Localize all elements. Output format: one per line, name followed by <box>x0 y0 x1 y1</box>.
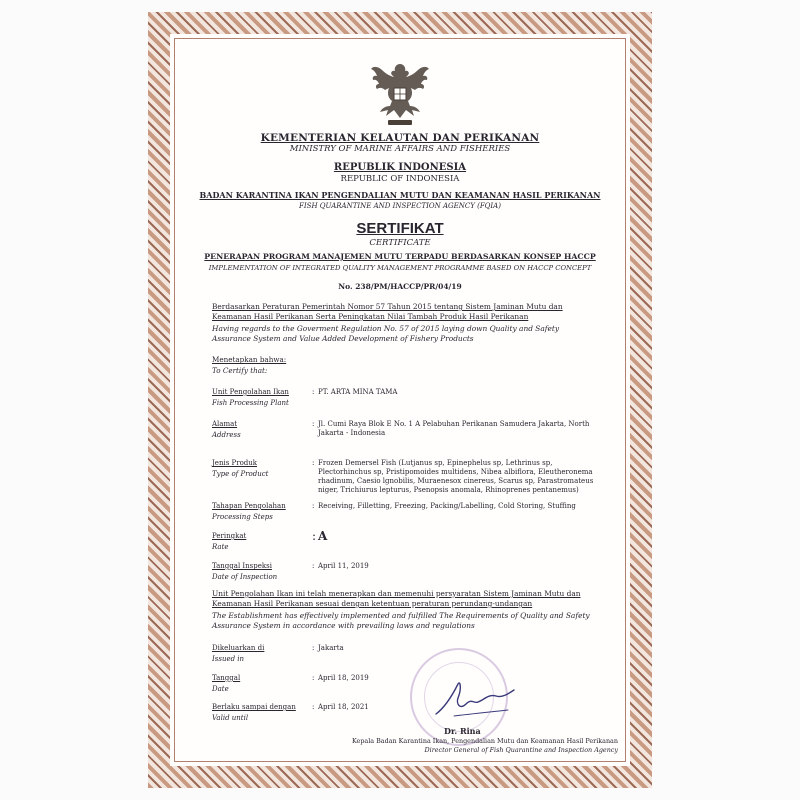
statement-id: Unit Pengolahan Ikan ini telah menerapkan dan memenuhi persyaratan Sistem Jaminan Mutu dan Keamanan Hasil Perikanan sesuai dengan ketentuan peraturan perundang-undangan <box>212 589 581 608</box>
program-title: PENERAPAN PROGRAM MANAJEMEN MUTU TERPADU BERDASARKAN KONSEP HACCP <box>204 252 596 261</box>
field-label-en: Address <box>212 431 241 439</box>
certificate-title: SERTIFIKAT <box>356 220 444 237</box>
field-value: April 18, 2019 <box>318 674 369 682</box>
field-label: Dikeluarkan di <box>212 644 265 652</box>
signatory-title-en: Director General of Fish Quarantine and Inspection Agency <box>424 746 618 754</box>
field-value: Receiving, Filletting, Freezing, Packing/Labelling, Cold Storing, Stuffing <box>318 502 576 510</box>
field-label: Tahapan Pengolahan <box>212 502 286 510</box>
field-value: Jl. Cumi Raya Blok E No. 1 A Pelabuhan Perikanan Samudera Jakarta, North Jakarta - Indonesia <box>318 420 590 437</box>
garuda-emblem-icon <box>368 60 432 128</box>
certify-heading <box>212 354 286 376</box>
field-label-en: Valid until <box>212 714 249 722</box>
republic-title-en: REPUBLIC OF INDONESIA <box>340 174 460 184</box>
signatory-title <box>182 737 618 755</box>
ministry-title-en: MINISTRY OF MARINE AFFAIRS AND FISHERIES <box>289 144 511 154</box>
rate-value: A <box>318 529 328 543</box>
statement-en: The Establishment has effectively implemented and fulfilled The Requirements of Quality and Safety Assurance System in accordance with prevailing laws and regulations <box>212 611 590 630</box>
field-label: Jenis Produk <box>212 459 258 467</box>
field-label-en: Fish Processing Plant <box>212 399 289 407</box>
field-label: Tanggal Inspeksi <box>212 562 272 570</box>
legal-basis <box>212 302 592 344</box>
field-label: Tanggal <box>212 674 241 682</box>
compliance-statement <box>212 589 592 631</box>
agency-title: BADAN KARANTINA IKAN PENGENDALIAN MUTU DAN KEAMANAN HASIL PERIKANAN <box>199 190 601 200</box>
field-value: Jakarta <box>318 644 344 652</box>
field-value: PT. ARTA MINA TAMA <box>318 388 398 396</box>
republic-title: REPUBLIK INDONESIA <box>333 162 467 173</box>
certificate-title-en: CERTIFICATE <box>369 238 431 248</box>
ministry-title: KEMENTERIAN KELAUTAN DAN PERIKANAN <box>260 132 540 144</box>
signature <box>430 674 520 724</box>
field-label: Peringkat <box>212 532 247 540</box>
agency-title-en: FISH QUARANTINE AND INSPECTION AGENCY (FQIA) <box>299 202 501 210</box>
field-label-en: Issued in <box>212 655 245 663</box>
field-value: Frozen Demersel Fish (Lutjanus sp, Epinephelus sp, Lethrinus sp, Plectorhinchus sp, Pristipomoides multidens, Nibea albiflora, Eleutheronema rhadinum, Caesio lgnobilis, Muraenesox cinereus, Scarus sp, Parastromateus niger, Trichiurus lepturus, Psenopsis anomala, Rhinoprenes pentanemus) <box>318 459 594 494</box>
field-label-en: Rate <box>212 543 229 551</box>
field-value: April 18, 2021 <box>318 703 369 711</box>
field-label: Berlaku sampai dengan <box>212 703 296 711</box>
field-value: April 11, 2019 <box>318 562 369 570</box>
certify-id: Menetapkan bahwa: <box>212 355 287 364</box>
legal-basis-en: Having regards to the Goverment Regulation No. 57 of 2015 laying down Quality and Safety Assurance System and Value Added Development of Fishery Products <box>212 324 560 343</box>
certify-en: To Certify that: <box>212 366 268 375</box>
field-label-en: Date of Inspection <box>212 573 278 581</box>
field-label-en: Processing Steps <box>212 513 273 521</box>
field-label-en: Date <box>212 685 229 693</box>
legal-basis-id: Berdasarkan Peraturan Pemerintah Nomor 57 Tahun 2015 tentang Sistem Jaminan Mutu dan Keamanan Hasil Perikanan Serta Peningkatan Nilai Tambah Produk Hasil Perikanan <box>212 302 563 321</box>
program-title-en: IMPLEMENTATION OF INTEGRATED QUALITY MANAGEMENT PROGRAMME BASED ON HACCP CONCEPT <box>208 264 592 272</box>
field-label: Alamat <box>212 420 238 428</box>
field-label-en: Type of Product <box>212 470 269 478</box>
field-label: Unit Pengolahan Ikan <box>212 388 289 396</box>
certificate-content: KEMENTERIAN KELAUTAN DAN PERIKANAN MINISTRY OF MARINE AFFAIRS AND FISHERIES REPUBLIK INDONESIA REPUBLIC OF INDONESIA BADAN KARANTINA IKAN PENGENDALIAN MUTU DAN KEAMANAN HASIL PERIKANAN FISH QUARANTINE AND INSPECTION AGENCY (FQIA) SERTIFIKAT CERTIFICATE PENERAPAN PROGRAM MANAJEMEN MUTU TERPADU BERDASARKAN KONSEP HACCP IMPLEMENTATION OF INTEGRATED QUALITY MANAGEMENT PROGRAMME BASED ON HACCP CONCEPT No. 238/PM/HACCP/PR/04/19 Berdasarkan Peraturan Pemerintah Nomor 57 Tahun 2015 tentang Sistem Jaminan Mutu dan Keamanan Hasil Perikanan Serta Peningkatan Nilai Tambah Produk Hasil Perikanan Having regards to the Goverment Regulation No. 57 of 2015 laying down Quality and Safety Assurance System and Value Added Development of Fishery Products Menetapkan bahwa: To Certify that: Unit Pengolahan Ikan Fish Processing Plant : PT. ARTA MINA TAMA Alamat Address : Jl. Cumi Raya Blok E No. 1 A Pelabuhan Perikanan Samudera Jakarta, North Jakarta - Indonesia Jenis Produk Type of Product : Frozen Demersel Fish (Lutjanus sp, Epinephelus sp, Lethrinus sp, Plectorhinchus sp, Pristipomoides multidens, Nibea albiflora, Eleutheronema rhadinum, Caesio lgnobilis, Muraenesox cinereus, Scarus sp, Parastromateus niger, Trichiurus lepturus, Psenopsis anomala, Rhinoprenes pentanemus) Tahapan Pengolahan Processing Steps : Receiving, Filletting, Freezing, Packing/Labelling, Cold Storing, Stuffing Peringkat Rate : A Tanggal Inspeksi Date of Inspection : April 11, 2019 Unit Pengolahan Ikan ini telah menerapkan dan memenuhi persyaratan Sistem Jaminan Mutu dan Keamanan Hasil Perikanan sesuai dengan ketentuan peraturan perundang-undangan The Establishment has effectively implemented and fulfilled The Requirements of Quality and Safety Assurance System in accordance with prevailing laws and regulations Dikeluarkan di Issued in : Jakarta Tanggal Date : April 18, 2019 Berlaku sampai dengan Valid until : April 18, 2021 Dr. Rina Kepala Badan Karantina Ikan, Pengendalian Mutu dan Keamanan Hasil Perikanan Director General of Fish Quarantine and Inspection Agency <box>182 44 618 756</box>
signatory-title-id: Kepala Badan Karantina Ikan, Pengendalian Mutu dan Keamanan Hasil Perikanan <box>351 737 618 745</box>
signatory-name: Dr. Rina <box>444 726 481 736</box>
certificate-number: No. 238/PM/HACCP/PR/04/19 <box>338 282 462 291</box>
